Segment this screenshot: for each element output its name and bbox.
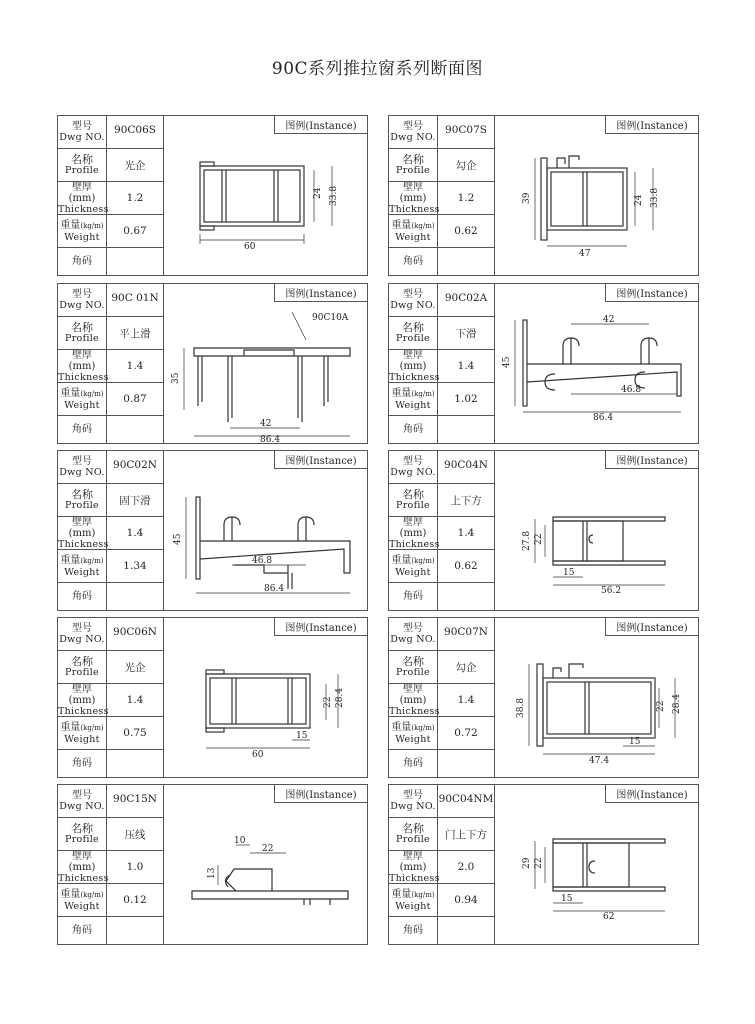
corner-value <box>438 750 495 777</box>
dwg-value: 90C06S <box>107 116 164 149</box>
dim-label: 42 <box>603 315 615 325</box>
dim-label: 33.8 <box>329 185 339 206</box>
dim-label: 38.8 <box>516 697 526 718</box>
weight-label: 重量(kg/m) Weight <box>389 717 438 750</box>
profile-value: 勾企 <box>438 651 495 684</box>
corner-label: 角码 <box>389 248 438 275</box>
weight-value: 0.67 <box>107 215 164 248</box>
dwg-label: 型号 Dwg NO. <box>389 451 438 484</box>
corner-value <box>107 248 164 275</box>
dwg-value: 90C 01N <box>107 284 164 317</box>
weight-value: 0.62 <box>438 550 495 583</box>
weight-label: 重量(kg/m) Weight <box>58 717 107 750</box>
thickness-value: 1.4 <box>438 350 495 383</box>
weight-value: 0.75 <box>107 717 164 750</box>
weight-label: 重量(kg/m) Weight <box>58 383 107 416</box>
profile-drawing <box>164 302 367 443</box>
weight-value: 1.34 <box>107 550 164 583</box>
thickness-value: 1.0 <box>107 851 164 884</box>
profile-card <box>388 115 699 276</box>
dim-label: 24 <box>634 194 644 206</box>
dim-label: 56.2 <box>601 586 622 596</box>
profile-label: 名称 Profile <box>58 818 107 851</box>
weight-label: 重量(kg/m) Weight <box>389 884 438 917</box>
profile-card <box>57 617 368 778</box>
dim-label: 28.4 <box>335 687 345 708</box>
dim-label: 13 <box>207 867 217 879</box>
corner-label: 角码 <box>389 917 438 944</box>
profile-drawing <box>495 469 698 610</box>
instance-badge: 图例(Instance) <box>274 451 367 469</box>
dim-label: 45 <box>173 533 183 545</box>
dwg-value: 90C02N <box>107 451 164 484</box>
corner-value <box>107 750 164 777</box>
weight-value: 0.72 <box>438 717 495 750</box>
weight-label: 重量(kg/m) Weight <box>389 383 438 416</box>
dim-label: 22 <box>323 696 333 708</box>
dim-label: 47 <box>579 249 591 259</box>
profile-value: 固下滑 <box>107 484 164 517</box>
thickness-label: 壁厚 (mm) Thickness <box>389 181 440 215</box>
dim-label: 35 <box>171 372 181 384</box>
dwg-label: 型号 Dwg NO. <box>58 451 107 484</box>
thickness-value: 1.4 <box>438 517 495 550</box>
corner-value <box>107 583 164 610</box>
dwg-label: 型号 Dwg NO. <box>58 618 107 651</box>
thickness-label: 壁厚 (mm) Thickness <box>389 683 440 717</box>
profile-card <box>57 283 368 444</box>
corner-value <box>107 917 164 944</box>
dim-label: 15 <box>629 737 641 747</box>
profile-drawing <box>495 803 698 944</box>
thickness-label: 壁厚 (mm) Thickness <box>389 516 440 550</box>
thickness-value: 2.0 <box>438 851 495 884</box>
page-title: 90C系列推拉窗系列断面图 <box>271 59 484 79</box>
dim-label: 60 <box>244 242 256 252</box>
dim-label: 60 <box>252 750 264 760</box>
dim-label: 15 <box>561 894 573 904</box>
dim-label: 22 <box>656 700 666 712</box>
dim-label: 22 <box>534 857 544 869</box>
corner-label: 角码 <box>389 416 438 443</box>
weight-value: 0.94 <box>438 884 495 917</box>
profile-card <box>388 450 699 611</box>
weight-label: 重量(kg/m) Weight <box>58 215 107 248</box>
profile-drawing <box>164 636 367 777</box>
thickness-label: 壁厚 (mm) Thickness <box>58 516 109 550</box>
dim-label: 22 <box>262 844 274 854</box>
thickness-label: 壁厚 (mm) Thickness <box>389 850 440 884</box>
instance-badge: 图例(Instance) <box>274 785 367 803</box>
profile-value: 勾企 <box>438 149 495 182</box>
profile-label: 名称 Profile <box>389 317 438 350</box>
dwg-value: 90C07S <box>438 116 495 149</box>
profile-value: 下滑 <box>438 317 495 350</box>
dim-label: 10 <box>234 836 246 846</box>
dim-label: 46.8 <box>621 385 642 395</box>
corner-value <box>107 416 164 443</box>
corner-label: 角码 <box>389 750 438 777</box>
dim-label: 62 <box>603 912 615 922</box>
instance-badge: 图例(Instance) <box>605 284 698 302</box>
dwg-value: 90C02A <box>438 284 495 317</box>
dwg-value: 90C15N <box>107 785 164 818</box>
dwg-value: 90C04NM <box>438 785 495 818</box>
thickness-value: 1.4 <box>438 684 495 717</box>
dwg-value: 90C06N <box>107 618 164 651</box>
profile-value: 压线 <box>107 818 164 851</box>
dim-label: 47.4 <box>589 756 610 766</box>
dwg-label: 型号 Dwg NO. <box>389 785 438 818</box>
dim-label: 28.4 <box>672 693 682 714</box>
dim-label: 22 <box>534 533 544 545</box>
corner-label: 角码 <box>58 583 107 610</box>
instance-badge: 图例(Instance) <box>274 618 367 636</box>
instance-badge: 图例(Instance) <box>274 284 367 302</box>
profile-label: 名称 Profile <box>58 484 107 517</box>
dim-label: 45 <box>502 356 512 368</box>
profile-value: 门上下方 <box>438 818 495 851</box>
profile-label: 名称 Profile <box>389 651 438 684</box>
instance-badge: 图例(Instance) <box>605 618 698 636</box>
weight-value: 0.87 <box>107 383 164 416</box>
profile-card <box>388 283 699 444</box>
profile-label: 名称 Profile <box>58 317 107 350</box>
dim-label: 46.8 <box>252 556 273 566</box>
dwg-label: 型号 Dwg NO. <box>389 618 438 651</box>
dwg-label: 型号 Dwg NO. <box>58 116 107 149</box>
dim-label: 39 <box>522 192 532 204</box>
profile-drawing <box>164 469 367 610</box>
dwg-label: 型号 Dwg NO. <box>389 116 438 149</box>
weight-label: 重量(kg/m) Weight <box>58 884 107 917</box>
dim-label: 29 <box>522 857 532 869</box>
thickness-label: 壁厚 (mm) Thickness <box>58 850 109 884</box>
profile-card <box>57 784 368 945</box>
dwg-label: 型号 Dwg NO. <box>58 284 107 317</box>
weight-value: 0.62 <box>438 215 495 248</box>
profile-drawing <box>495 302 698 443</box>
corner-label: 角码 <box>58 917 107 944</box>
weight-label: 重量(kg/m) Weight <box>389 550 438 583</box>
dim-label: 33.8 <box>650 187 660 208</box>
dim-label: 90C10A <box>312 313 349 323</box>
instance-badge: 图例(Instance) <box>274 116 367 134</box>
instance-badge: 图例(Instance) <box>605 451 698 469</box>
dim-label: 24 <box>313 187 323 199</box>
profile-drawing <box>495 134 698 275</box>
dwg-value: 90C04N <box>438 451 495 484</box>
corner-label: 角码 <box>58 416 107 443</box>
profile-value: 光企 <box>107 149 164 182</box>
thickness-label: 壁厚 (mm) Thickness <box>58 181 109 215</box>
profile-value: 光企 <box>107 651 164 684</box>
profile-label: 名称 Profile <box>389 484 438 517</box>
profile-card <box>57 115 368 276</box>
profile-card <box>388 617 699 778</box>
dim-label: 86.4 <box>260 435 281 443</box>
profile-label: 名称 Profile <box>58 149 107 182</box>
weight-value: 1.02 <box>438 383 495 416</box>
profile-card <box>388 784 699 945</box>
dim-label: 86.4 <box>593 413 614 423</box>
thickness-label: 壁厚 (mm) Thickness <box>389 349 440 383</box>
profile-value: 平上滑 <box>107 317 164 350</box>
corner-label: 角码 <box>58 750 107 777</box>
corner-label: 角码 <box>58 248 107 275</box>
profile-label: 名称 Profile <box>389 149 438 182</box>
thickness-value: 1.2 <box>107 182 164 215</box>
profile-drawing <box>164 803 367 944</box>
dwg-value: 90C07N <box>438 618 495 651</box>
dim-label: 86.4 <box>264 584 285 594</box>
thickness-value: 1.4 <box>107 517 164 550</box>
dim-label: 42 <box>260 419 272 429</box>
corner-label: 角码 <box>389 583 438 610</box>
thickness-value: 1.2 <box>438 182 495 215</box>
instance-badge: 图例(Instance) <box>605 785 698 803</box>
dim-label: 15 <box>296 731 308 741</box>
profile-drawing <box>495 636 698 777</box>
instance-badge: 图例(Instance) <box>605 116 698 134</box>
dim-label: 27.8 <box>522 530 532 551</box>
corner-value <box>438 416 495 443</box>
profile-value: 上下方 <box>438 484 495 517</box>
profile-label: 名称 Profile <box>58 651 107 684</box>
profile-card <box>57 450 368 611</box>
corner-value <box>438 583 495 610</box>
thickness-value: 1.4 <box>107 350 164 383</box>
profile-label: 名称 Profile <box>389 818 438 851</box>
dim-label: 15 <box>563 568 575 578</box>
weight-value: 0.12 <box>107 884 164 917</box>
dwg-label: 型号 Dwg NO. <box>389 284 438 317</box>
thickness-value: 1.4 <box>107 684 164 717</box>
profile-drawing <box>164 134 367 275</box>
corner-value <box>438 248 495 275</box>
thickness-label: 壁厚 (mm) Thickness <box>58 683 109 717</box>
corner-value <box>438 917 495 944</box>
dwg-label: 型号 Dwg NO. <box>58 785 107 818</box>
weight-label: 重量(kg/m) Weight <box>58 550 107 583</box>
thickness-label: 壁厚 (mm) Thickness <box>58 349 109 383</box>
weight-label: 重量(kg/m) Weight <box>389 215 438 248</box>
